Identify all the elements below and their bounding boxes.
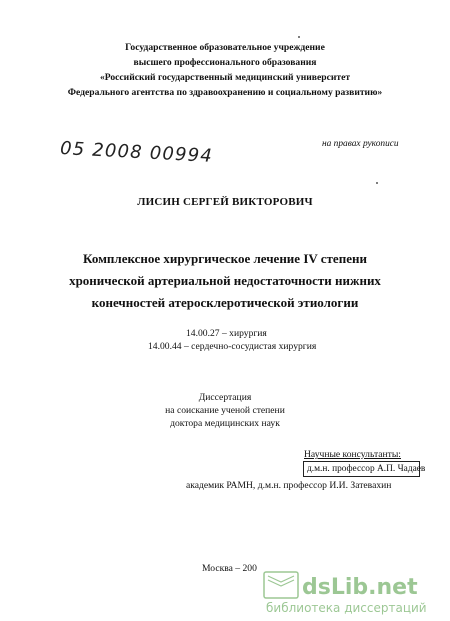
rights-note: на правах рукописи (322, 139, 399, 149)
title-line-2: хронической артериальной недостаточности нижних (69, 273, 381, 288)
dissertation-title (0, 248, 450, 314)
consultants-label: Научные консультанты: (304, 449, 401, 460)
institution-header (0, 40, 450, 100)
consultant-second: академик РАМН, д.м.н. профессор И.И. Затевахин (186, 480, 392, 491)
author-name: ЛИСИН СЕРГЕЙ ВИКТОРОВИЧ (137, 196, 313, 208)
title-line-3: конечностей атеросклеротической этиологии (91, 295, 359, 310)
scan-speck (298, 36, 300, 38)
title-line-1: Комплексное хирургическое лечение IV степени (83, 251, 367, 266)
degree-line-2: на соискание ученой степени (165, 405, 285, 416)
consultant-first: д.м.н. профессор А.П. Чадаев (303, 461, 420, 477)
degree-line-1: Диссертация (198, 392, 252, 403)
dslib-watermark-logo (262, 566, 448, 618)
header-line-2: высшего профессионального образования (133, 57, 317, 68)
degree-line-3: доктора медицинских наук (170, 418, 280, 429)
header-line-1: Государственное образовательное учреждение (125, 42, 325, 53)
archive-number-text: 05 2008 00994 (59, 138, 214, 167)
watermark-brand: dsLib.net (302, 575, 418, 600)
header-line-3: «Российский государственный медицинский университет (99, 72, 351, 83)
specialty-cardiovascular: 14.00.44 – сердечно-сосудистая хирургия (148, 341, 317, 352)
handwritten-archive-number (58, 138, 218, 168)
place-year: Москва – 200 (202, 563, 257, 574)
watermark-tagline: библиотека диссертаций (266, 601, 427, 615)
scan-speck (376, 182, 378, 184)
header-line-4: Федерального агентства по здравоохранению и социальному развитию» (67, 87, 383, 98)
degree-statement (0, 391, 450, 430)
specialty-surgery: 14.00.27 – хирургия (186, 328, 267, 339)
